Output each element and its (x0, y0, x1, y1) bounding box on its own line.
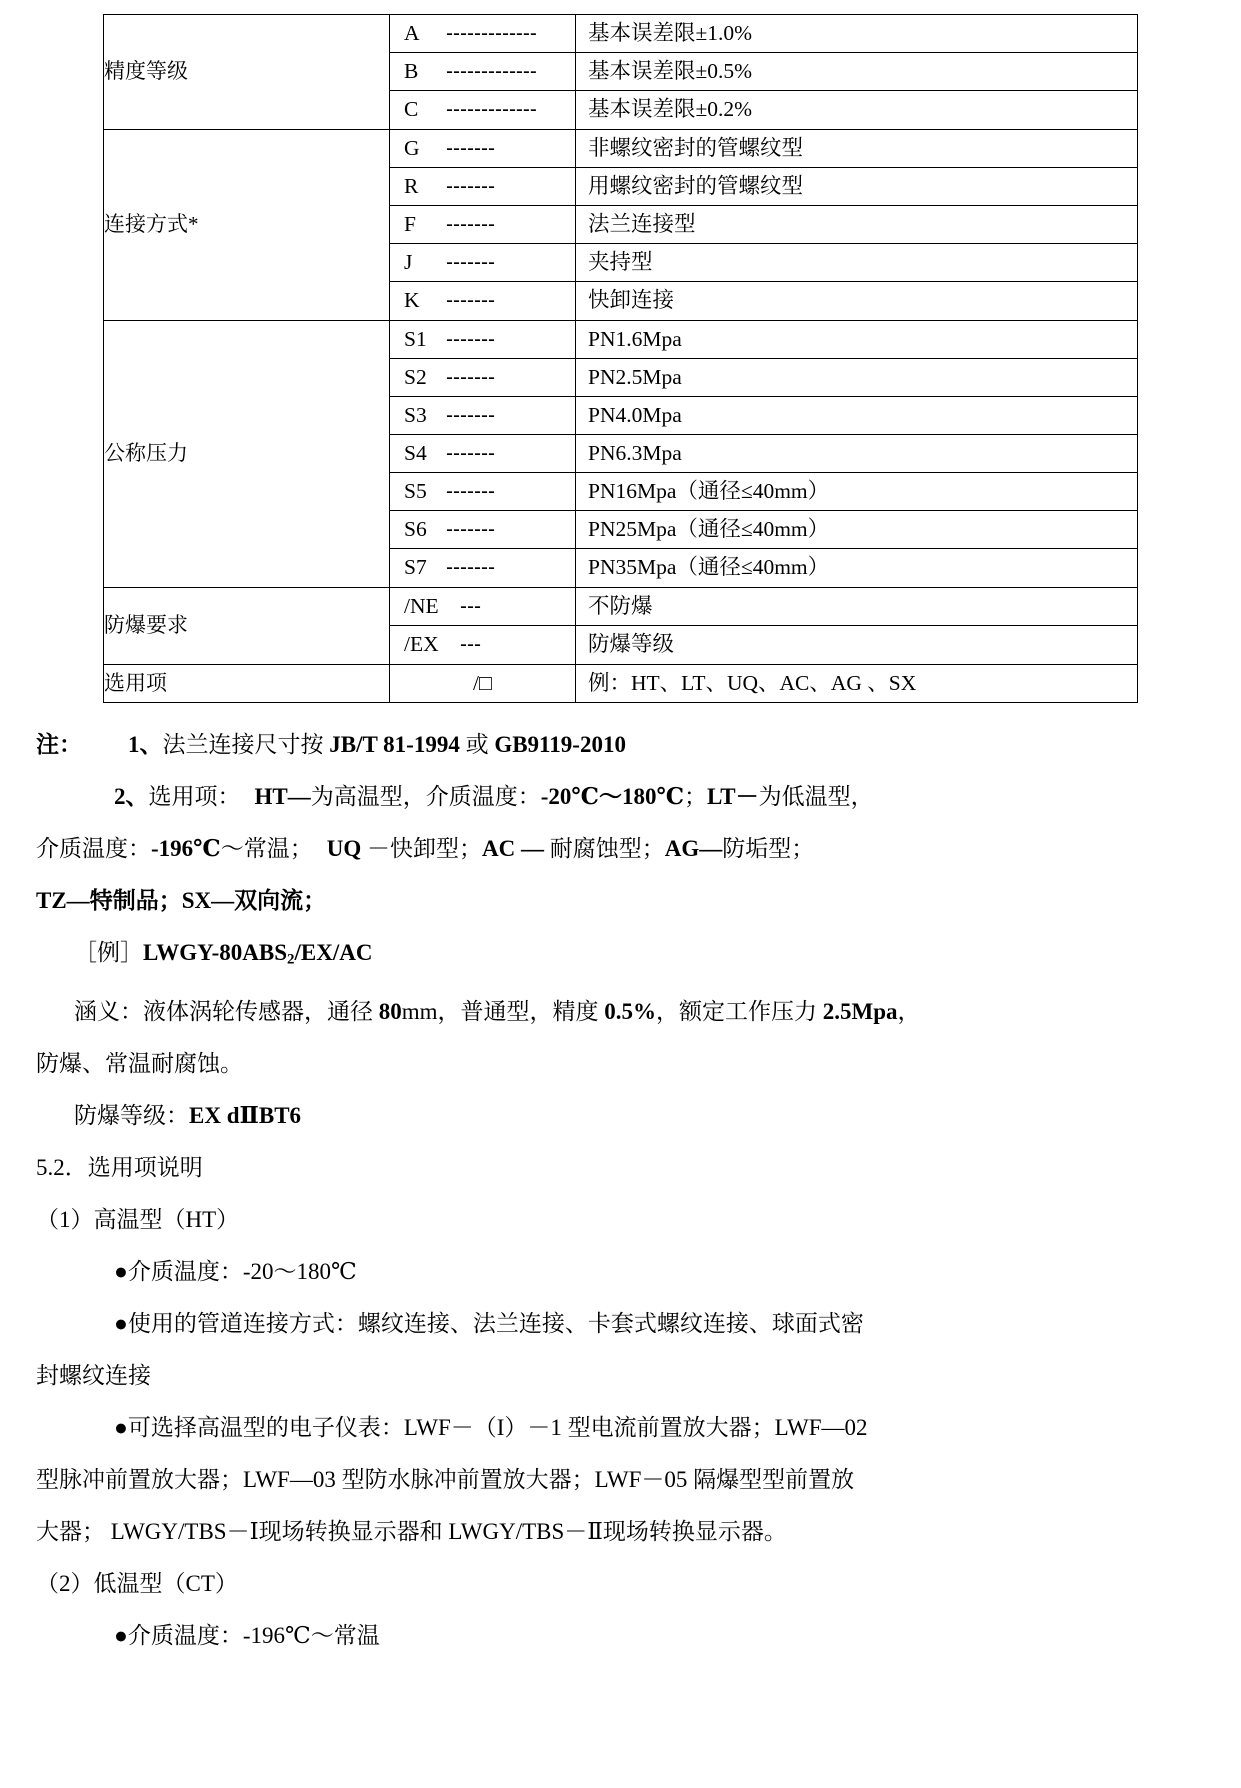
code-stack (390, 15, 575, 129)
row-label-pressure: 公称压力 (104, 321, 390, 588)
note-label: 注： (36, 732, 82, 757)
code-letter: /EX (404, 632, 439, 657)
example-model-suffix: /EX/AC (294, 940, 373, 965)
ht-temp-range: -20℃～180℃ (540, 784, 685, 809)
item-1-bullet-3-line-3: 大器； LWGY/TBS－Ⅰ现场转换显示器和 LWGY/TBS－Ⅱ现场转换显示器。 (36, 1518, 787, 1544)
dash-leader: ------- (446, 250, 495, 274)
desc-stack (576, 130, 1137, 320)
code-letter: S2 (404, 364, 427, 389)
code-line (390, 53, 575, 91)
dash-leader: ------- (446, 174, 495, 198)
item-1-bullet-2-line-1: ●使用的管道连接方式：螺纹连接、法兰连接、卡套式螺纹连接、球面式密 (114, 1310, 864, 1336)
row-codes-explosionproof (390, 588, 576, 665)
meaning-p7: ， (897, 998, 921, 1024)
dash-leader: ------- (446, 479, 495, 503)
dash-leader: ------- (446, 212, 495, 236)
example-model-line (36, 927, 1205, 986)
code-line (390, 397, 575, 435)
meaning-diameter: 80 (378, 998, 402, 1024)
desc-line: PN4.0Mpa (576, 397, 1137, 435)
code-letter: S3 (404, 402, 427, 427)
code-line (390, 15, 575, 53)
option-lt-code: LT－ (707, 784, 759, 809)
code-letter: B (404, 58, 419, 83)
code-stack (390, 321, 575, 587)
code-line (390, 588, 575, 626)
meaning-p5: ，额定工作压力 (656, 998, 823, 1024)
note-2-l3-p2: 特制品；SX—双向流； (89, 888, 327, 913)
item-1-bullet-3-line-2: 型脉冲前置放大器；LWF—03 型防水脉冲前置放大器；LWF－05 隔爆型型前置放 (36, 1466, 855, 1492)
code-line (390, 435, 575, 473)
code-letter: S5 (404, 478, 427, 503)
dash-leader: ------- (446, 289, 495, 313)
code-line (390, 473, 575, 511)
code-stack (390, 588, 575, 664)
section-heading-5-2: 5.2．选用项说明 (36, 1154, 203, 1180)
explosion-level-label: 防爆等级： (74, 1102, 189, 1128)
desc-line: 基本误差限±1.0% (576, 15, 1137, 53)
dash-leader: --- (460, 594, 481, 618)
note-2-l2-p1: 介质温度： (36, 836, 151, 861)
dash-leader: ------- (446, 403, 495, 427)
code-letter: S1 (404, 326, 427, 351)
row-codes-connection (390, 130, 576, 321)
option-tz-code: TZ— (36, 888, 90, 913)
note-1-text-a: 法兰连接尺寸按 (162, 732, 330, 757)
row-codes-accuracy (390, 15, 576, 130)
code-line (390, 91, 575, 129)
row-label-options: 选用项 (104, 665, 390, 703)
example-model-prefix: LWGY-80ABS (143, 940, 288, 965)
code-line (390, 549, 575, 587)
note-2-l2-p9: 防垢型； (722, 836, 815, 861)
desc-stack (576, 321, 1137, 587)
code-line (390, 359, 575, 397)
option-ht-code: HT— (254, 784, 311, 809)
desc-line: 基本误差限±0.2% (588, 97, 753, 122)
section-item-1-title: （1）高温型（HT） (36, 1206, 240, 1232)
code-letter: S7 (404, 555, 427, 580)
dash-leader: ------------- (446, 59, 537, 83)
code-letter: K (404, 288, 420, 313)
desc-line: 不防爆 (576, 588, 1137, 626)
example-model-subscript: 2 (287, 951, 295, 968)
desc-line: 用螺纹密封的管螺纹型 (576, 168, 1137, 206)
meaning-pressure: 2.5Mpa (822, 998, 898, 1024)
note-2-l2-p3: ～常温； (220, 836, 313, 861)
dash-leader: ------------- (446, 98, 537, 122)
code-line (390, 511, 575, 549)
row-label-explosionproof: 防爆要求 (104, 588, 390, 665)
desc-line: 快卸连接 (588, 288, 675, 313)
example-meaning-line-2: 防爆、常温耐腐蚀。 (36, 1050, 243, 1076)
table-row (104, 665, 1138, 703)
item-2-bullet-1: ●介质温度：-196℃～常温 (114, 1622, 380, 1648)
dash-leader: ------- (446, 441, 495, 465)
note-2-number: 2、 (114, 784, 149, 809)
code-letter: G (404, 135, 420, 160)
note-2-text-p7: 为低温型， (758, 784, 874, 809)
desc-line: 夹持型 (576, 244, 1137, 282)
desc-line: 非螺纹密封的管螺纹型 (576, 130, 1137, 168)
note-1-text-c: 或 (459, 732, 495, 757)
code-line (390, 206, 575, 244)
code-letter: A (404, 20, 420, 45)
note-2-text-p3: 为高温型，介质温度： (310, 784, 541, 809)
desc-line: PN2.5Mpa (576, 359, 1137, 397)
item-1-bullet-2-line-2: 封螺纹连接 (36, 1362, 151, 1388)
desc-line: PN25Mpa（通径≤40mm） (576, 511, 1137, 549)
row-desc-accuracy (576, 15, 1138, 130)
code-letter: C (404, 97, 419, 122)
table-row (104, 15, 1138, 130)
specification-table (103, 14, 1138, 703)
row-desc-connection (576, 130, 1138, 321)
dash-leader: ------- (446, 136, 495, 160)
option-ac-code: AC — (481, 836, 544, 861)
table-row (104, 321, 1138, 588)
code-letter: /□ (473, 670, 492, 695)
desc-line: PN16Mpa（通径≤40mm） (576, 473, 1137, 511)
example-bracket-label: ［例］ (74, 940, 143, 965)
table-body (104, 15, 1138, 703)
note-2-l2-p5: －快卸型； (361, 836, 482, 861)
explosion-level-value: EX dⅡBT6 (189, 1102, 302, 1128)
table-row (104, 588, 1138, 665)
row-label-accuracy: 精度等级 (104, 15, 390, 130)
meaning-accuracy: 0.5% (604, 998, 657, 1024)
note-2-l2-p7: 耐腐蚀型； (543, 836, 665, 861)
note-1-number: 1、 (128, 732, 163, 757)
row-desc-options (576, 665, 1138, 703)
code-letter: J (404, 249, 413, 274)
item-1-bullet-3-line-1: ●可选择高温型的电子仪表：LWF－（I）－1 型电流前置放大器；LWF—02 (114, 1414, 868, 1440)
note-2-line-3 (36, 875, 1205, 927)
desc-line: 防爆等级 (588, 632, 675, 657)
code-line (390, 244, 575, 282)
example-meaning-line-1 (36, 986, 1205, 1038)
meaning-label: 涵义： (74, 998, 143, 1024)
note-2-text-p5: ； (684, 784, 708, 809)
note-1-standard-gb: GB9119-2010 (494, 732, 626, 757)
code-stack (390, 130, 575, 320)
dash-leader: ------- (446, 365, 495, 389)
dash-leader: --- (460, 633, 481, 657)
option-uq-code: UQ (326, 836, 362, 861)
code-letter: F (404, 211, 416, 236)
table-row (104, 130, 1138, 321)
desc-stack (576, 588, 1137, 664)
desc-stack (576, 15, 1137, 129)
desc-line: 基本误差限±0.5% (576, 53, 1137, 91)
dash-leader: ------- (446, 327, 495, 351)
dash-leader: ------- (446, 517, 495, 541)
note-2-line-2 (36, 823, 1205, 875)
row-codes-pressure (390, 321, 576, 588)
note-1-standard-jbt: JB/T 81-1994 (329, 732, 460, 757)
code-line (390, 626, 575, 664)
desc-line: 例：HT、LT、UQ、AC、AG 、SX (588, 670, 917, 695)
section-item-2-title: （2）低温型（CT） (36, 1570, 238, 1596)
desc-line: PN1.6Mpa (576, 321, 1137, 359)
desc-line: 法兰连接型 (576, 206, 1137, 244)
item-1-bullet-1: ●介质温度：-20～180℃ (114, 1258, 357, 1284)
desc-line: PN6.3Mpa (576, 435, 1137, 473)
row-label-connection: 连接方式* (104, 130, 390, 321)
option-ag-code: AG— (664, 836, 723, 861)
row-desc-explosionproof (576, 588, 1138, 665)
dash-leader: ------- (446, 556, 495, 580)
code-letter: S6 (404, 516, 427, 541)
meaning-p3: mm，普通型，精度 (401, 998, 605, 1024)
row-desc-pressure (576, 321, 1138, 588)
code-letter: R (404, 173, 419, 198)
code-line (390, 321, 575, 359)
code-line (390, 665, 575, 702)
note-2-text-p1: 选用项： (148, 784, 241, 809)
code-line (390, 282, 575, 320)
code-letter: /NE (404, 593, 439, 618)
code-line (390, 168, 575, 206)
desc-line: PN35Mpa（通径≤40mm） (588, 555, 830, 580)
note-1 (36, 719, 1205, 771)
note-2-line-1 (36, 771, 1205, 823)
code-line (390, 130, 575, 168)
meaning-p1: 液体涡轮传感器，通径 (143, 998, 379, 1024)
code-letter: S4 (404, 440, 427, 465)
row-codes-options (390, 665, 576, 703)
dash-leader: ------------- (446, 21, 537, 45)
lt-temp-value: -196℃ (151, 836, 221, 861)
explosion-level-line (36, 1090, 1205, 1142)
